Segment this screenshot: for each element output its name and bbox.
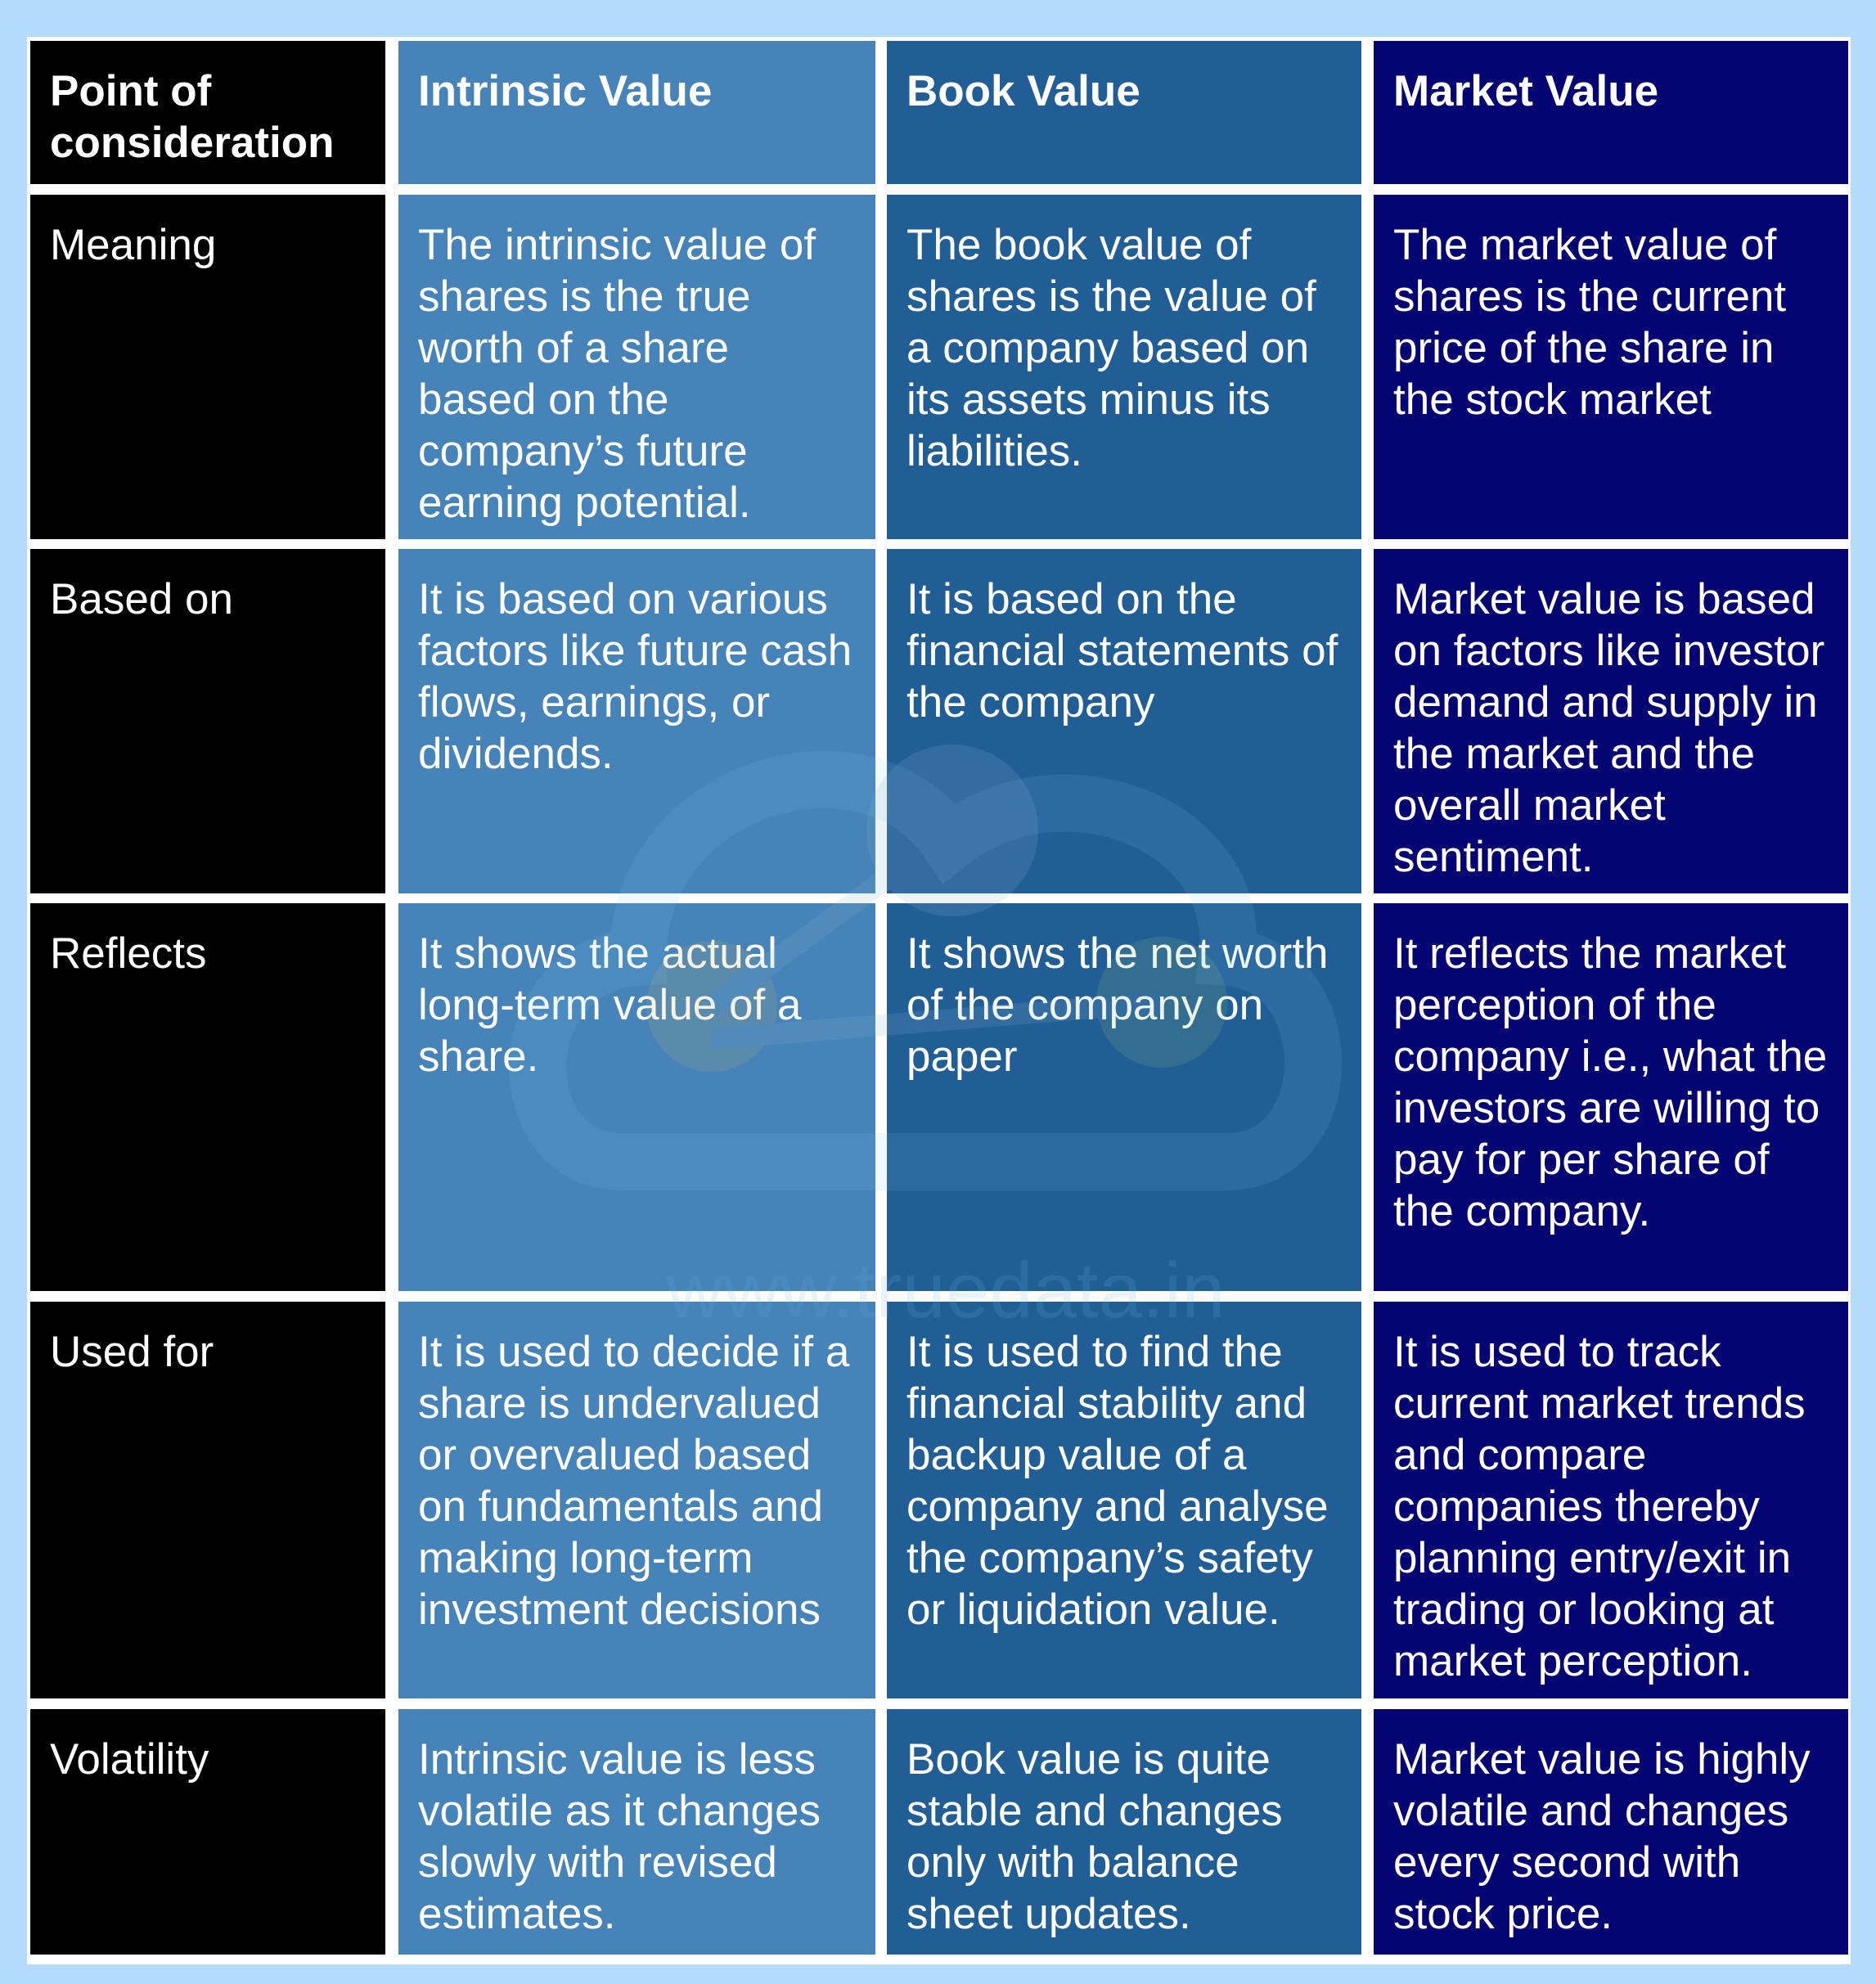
cell-intrinsic-reflects: It shows the actual long-term value of a share. [398, 903, 875, 1291]
cell-intrinsic-volatility: Intrinsic value is less volatile as it changes slowly with revised estimates. [398, 1709, 875, 1955]
header-intrinsic-value: Intrinsic Value [398, 41, 875, 184]
cell-intrinsic-meaning: The intrinsic value of shares is the true worth of a share based on the company’s future earning potential. [398, 195, 875, 539]
cell-market-used-for: It is used to track current market trends and compare companies thereby planning entry/exit in trading or looking at market perception. [1374, 1302, 1848, 1698]
cell-intrinsic-used-for: It is used to decide if a share is undervalued or overvalued based on fundamentals and making long-term investment decisions [398, 1302, 875, 1698]
header-market-value: Market Value [1374, 41, 1848, 184]
header-point-of-consideration: Point of consideration [30, 41, 385, 184]
cell-market-reflects: It reflects the market perception of the company i.e., what the investors are willing to pay for per share of the company. [1374, 903, 1848, 1291]
cell-market-meaning: The market value of shares is the current price of the share in the stock market [1374, 195, 1848, 539]
cell-book-meaning: The book value of shares is the value of a company based on its assets minus its liabilities. [887, 195, 1361, 539]
cell-market-volatility: Market value is highly volatile and changes every second with stock price. [1374, 1709, 1848, 1955]
cell-book-based-on: It is based on the financial statements of the company [887, 549, 1361, 893]
row-label-used-for: Used for [30, 1302, 385, 1698]
cell-book-reflects: It shows the net worth of the company on paper [887, 903, 1361, 1291]
cell-book-used-for: It is used to find the financial stability and backup value of a company and analyse the company’s safety or liquidation value. [887, 1302, 1361, 1698]
row-label-based-on: Based on [30, 549, 385, 893]
row-label-reflects: Reflects [30, 903, 385, 1291]
cell-intrinsic-based-on: It is based on various factors like future cash flows, earnings, or dividends. [398, 549, 875, 893]
header-book-value: Book Value [887, 41, 1361, 184]
cell-market-based-on: Market value is based on factors like investor demand and supply in the market and the overall market sentiment. [1374, 549, 1848, 893]
row-label-meaning: Meaning [30, 195, 385, 539]
row-label-volatility: Volatility [30, 1709, 385, 1955]
cell-book-volatility: Book value is quite stable and changes only with balance sheet updates. [887, 1709, 1361, 1955]
